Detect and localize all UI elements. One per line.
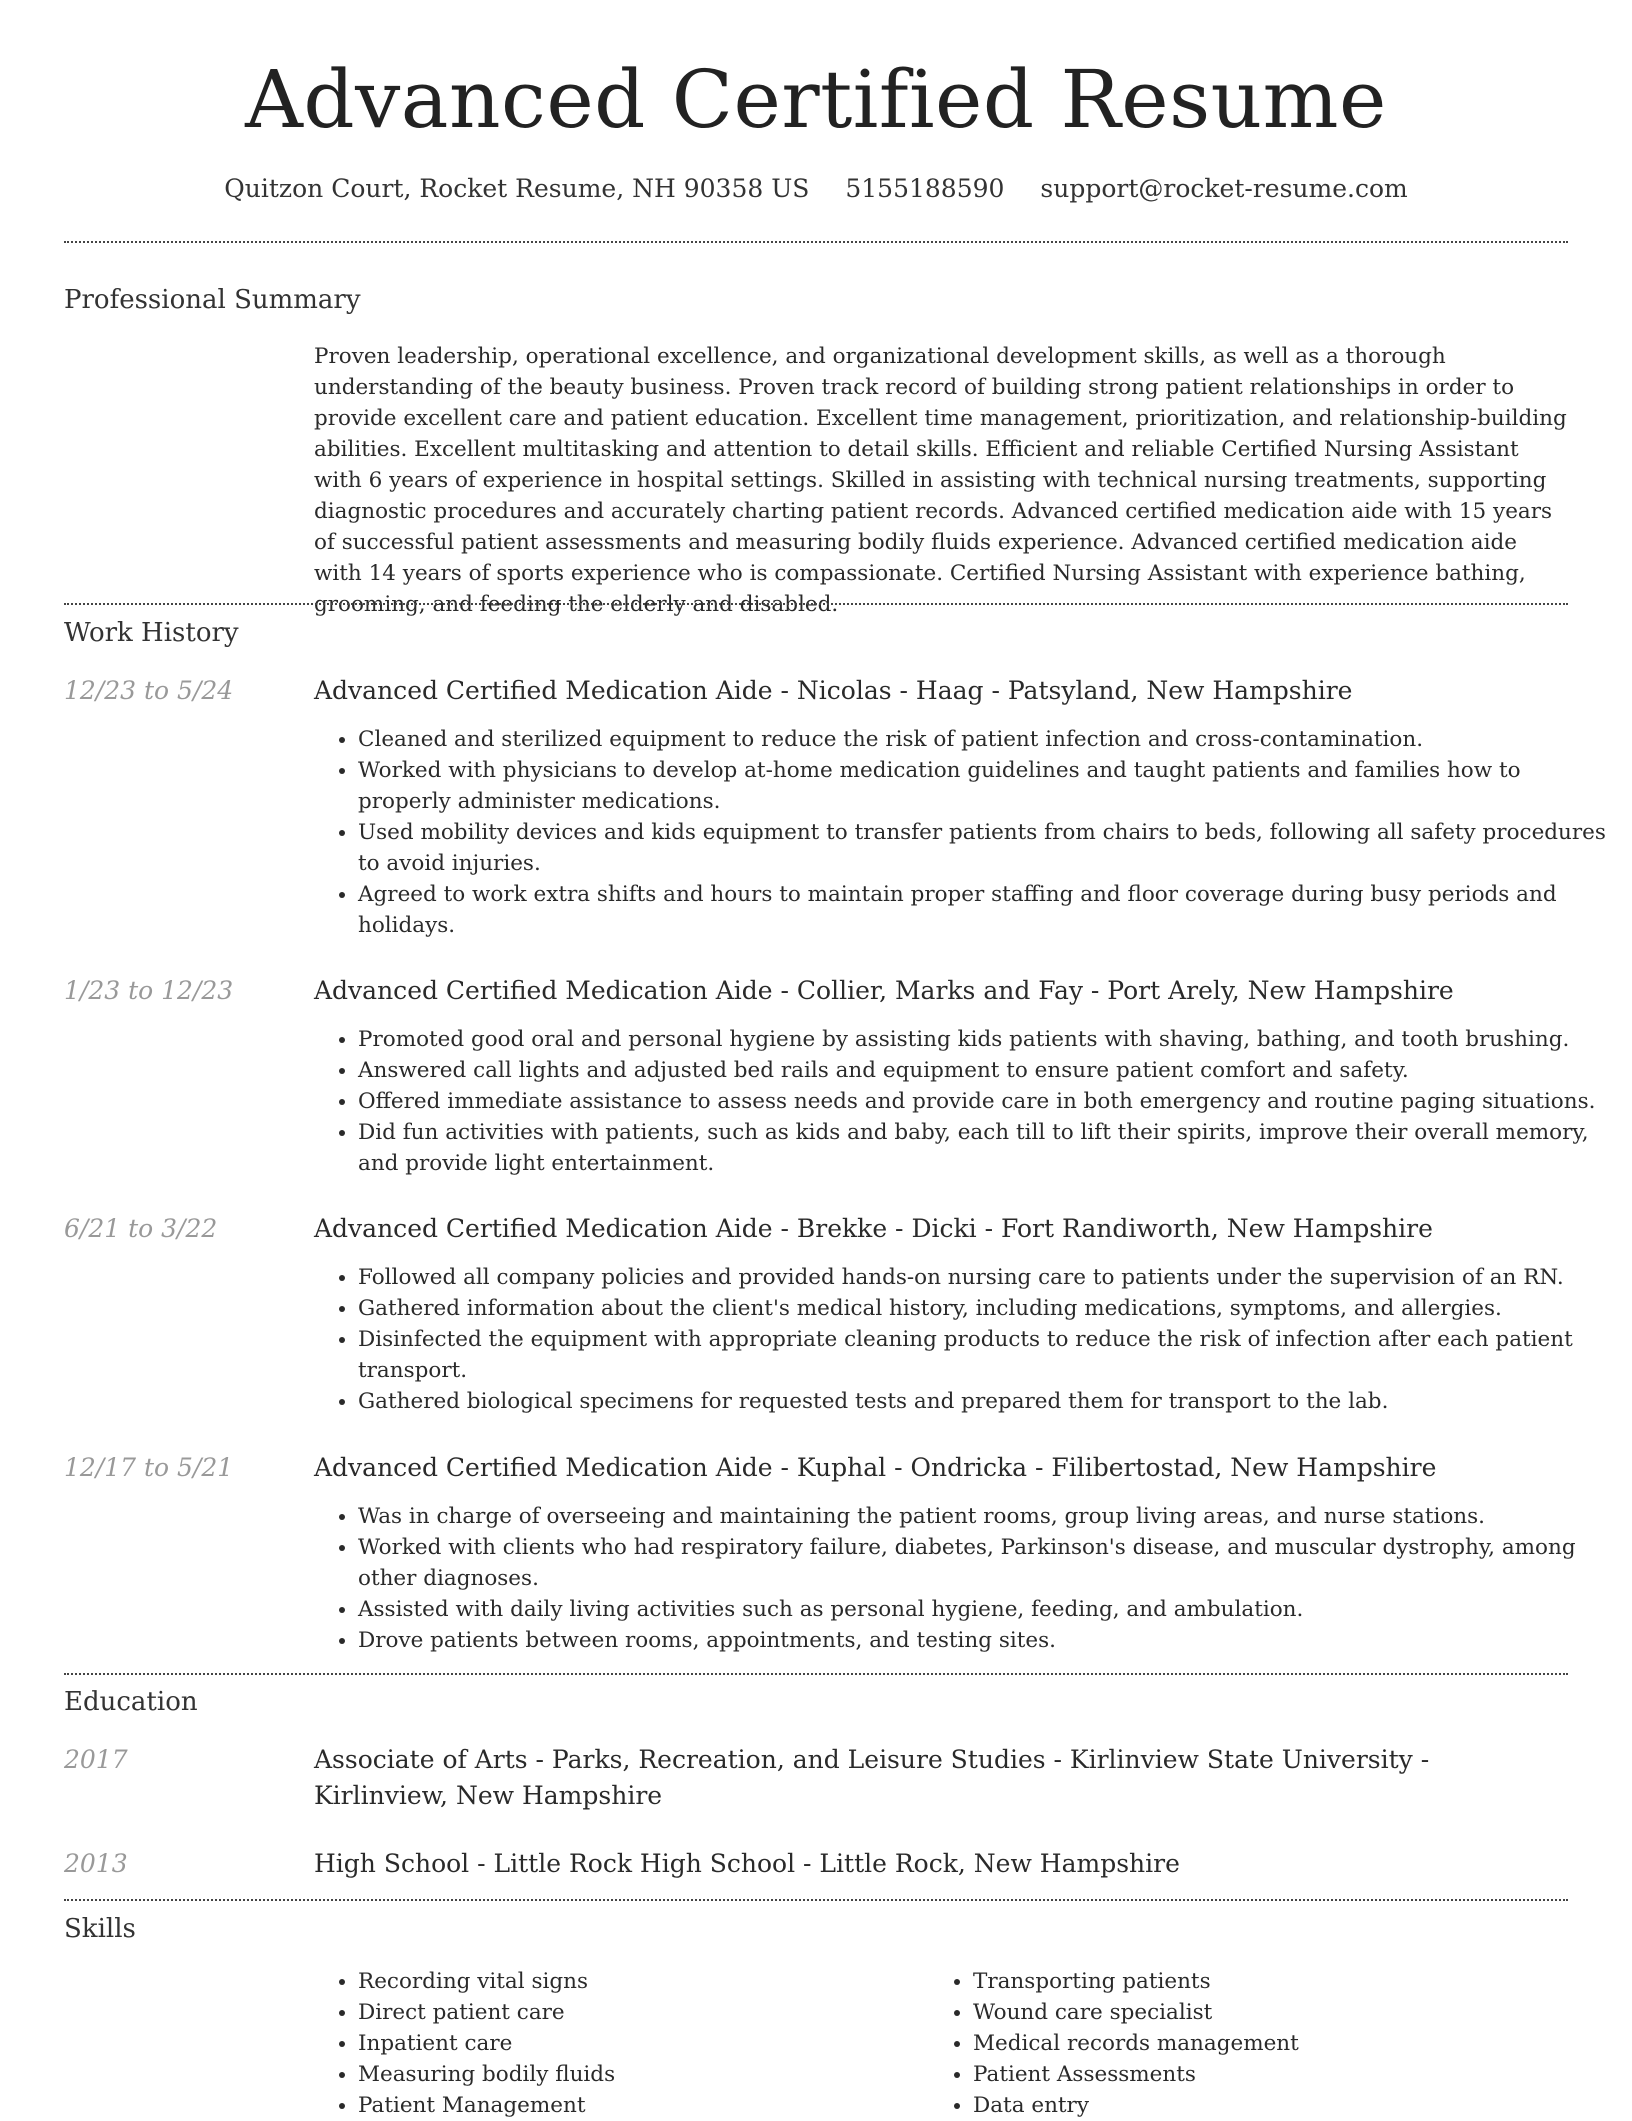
job-title: Advanced Certified Medication Aide - Nicolas - Haag - Patsyland, New Hampshire — [314, 676, 1353, 705]
skill-item: • Data entry — [973, 2090, 1533, 2121]
skill-item: • Patient Management — [358, 2090, 918, 2121]
job-bullet: • Did fun activities with patients, such as kids and baby, each till to lift their spirits, improve their overall memory, and provide light entertainment. — [358, 1117, 1612, 1179]
summary-heading: Professional Summary — [64, 285, 361, 315]
job-bullet: • Agreed to work extra shifts and hours to maintain proper staffing and floor coverage during busy periods and holidays. — [358, 879, 1612, 941]
skill-item: • Wound care specialist — [973, 1997, 1533, 2028]
job-dates: 6/21 to 3/22 — [64, 1214, 218, 1243]
section-divider — [64, 1673, 1568, 1675]
job-bullet: • Used mobility devices and kids equipment to transfer patients from chairs to beds, following all safety procedures to avoid injuries. — [358, 817, 1612, 879]
job-title: Advanced Certified Medication Aide - Kuphal - Ondricka - Filibertostad, New Hampshire — [314, 1453, 1437, 1482]
job-title: Advanced Certified Medication Aide - Brekke - Dicki - Fort Randiworth, New Hampshire — [314, 1214, 1433, 1243]
resume-title: Advanced Certified Resume — [245, 53, 1387, 146]
job-bullet: • Worked with physicians to develop at-home medication guidelines and taught patients and families how to properly administer medications. — [358, 755, 1612, 817]
job-bullet: • Disinfected the equipment with appropriate cleaning products to reduce the risk of infection after each patient transport. — [358, 1324, 1612, 1386]
education-year: 2013 — [64, 1849, 128, 1878]
job-dates: 1/23 to 12/23 — [64, 976, 234, 1005]
section-divider — [64, 1899, 1568, 1901]
job-bullet: • Answered call lights and adjusted bed rails and equipment to ensure patient comfort and safety. — [358, 1055, 1612, 1086]
skill-item: • Measuring bodily fluids — [358, 2059, 918, 2090]
skills-heading: Skills — [64, 1914, 136, 1944]
job-bullet: • Drove patients between rooms, appointments, and testing sites. — [358, 1625, 1612, 1656]
job-bullets — [314, 1024, 1612, 1179]
contact-address: Quitzon Court, Rocket Resume, NH 90358 US — [224, 174, 810, 203]
skill-item: • Patient Assessments — [973, 2059, 1533, 2090]
skill-item: • Inpatient care — [358, 2028, 918, 2059]
education-title: Associate of Arts - Parks, Recreation, and Leisure Studies - Kirlinview State University - Kirlinview, New Hampshire — [314, 1745, 1430, 1810]
education-year: 2017 — [64, 1745, 128, 1774]
job-dates: 12/23 to 5/24 — [64, 676, 234, 705]
job-bullet: • Assisted with daily living activities such as personal hygiene, feeding, and ambulation. — [358, 1594, 1612, 1625]
skill-item: • Medical records management — [973, 2028, 1533, 2059]
skill-item: • Recording vital signs — [358, 1966, 918, 1997]
job-bullets — [314, 1262, 1612, 1417]
job-bullet: • Cleaned and sterilized equipment to reduce the risk of patient infection and cross-contamination. — [358, 724, 1612, 755]
job-bullet: • Followed all company policies and provided hands-on nursing care to patients under the supervision of an RN. — [358, 1262, 1612, 1293]
job-bullet: • Worked with clients who had respiratory failure, diabetes, Parkinson's disease, and muscular dystrophy, among other diagnoses. — [358, 1532, 1612, 1594]
section-divider — [64, 241, 1568, 243]
contact-email: support@rocket-resume.com — [1040, 174, 1408, 203]
education-title: High School - Little Rock High School - Little Rock, New Hampshire — [314, 1849, 1180, 1878]
summary-text: Proven leadership, operational excellence, and organizational development skills, as well as a thorough understanding of the beauty business. Proven track record of building strong patient relationships in order to provide excellent care and patient education. Excellent time management, prioritization, and relationship-building abilities. Excellent multitasking and attention to detail skills. Efficient and reliable Certified Nursing Assistant with 6 years of experience in hospital settings. Skilled in assisting with technical nursing treatments, supporting diagnostic procedures and accurately charting patient records. Advanced certified medication aide with 15 years of successful patient assessments and measuring bodily fluids experience. Advanced certified medication aide with 14 years of sports experience who is compassionate. Certified Nursing Assistant with experience bathing, grooming, and feeding the elderly and disabled. — [314, 344, 1567, 617]
skills-list-right — [929, 1966, 1533, 2121]
job-bullets — [314, 724, 1612, 941]
education-heading: Education — [64, 1687, 198, 1717]
job-dates: 12/17 to 5/21 — [64, 1453, 234, 1482]
job-title: Advanced Certified Medication Aide - Collier, Marks and Fay - Port Arely, New Hampshire — [314, 976, 1454, 1005]
job-bullet: • Gathered biological specimens for requested tests and prepared them for transport to the lab. — [358, 1386, 1612, 1417]
job-bullets — [314, 1501, 1612, 1656]
job-bullet: • Promoted good oral and personal hygiene by assisting kids patients with shaving, bathing, and tooth brushing. — [358, 1024, 1612, 1055]
job-bullet: • Offered immediate assistance to assess needs and provide care in both emergency and routine paging situations. — [358, 1086, 1612, 1117]
job-bullet: • Was in charge of overseeing and maintaining the patient rooms, group living areas, and nurse stations. — [358, 1501, 1612, 1532]
skill-item: • Direct patient care — [358, 1997, 918, 2028]
section-divider — [64, 603, 1568, 605]
skills-list-left — [314, 1966, 918, 2121]
work-history-heading: Work History — [64, 618, 239, 648]
contact-phone: 5155188590 — [845, 174, 1005, 203]
skill-item: • Transporting patients — [973, 1966, 1533, 1997]
contact-line — [0, 172, 1632, 206]
job-bullet: • Gathered information about the client's medical history, including medications, symptoms, and allergies. — [358, 1293, 1612, 1324]
